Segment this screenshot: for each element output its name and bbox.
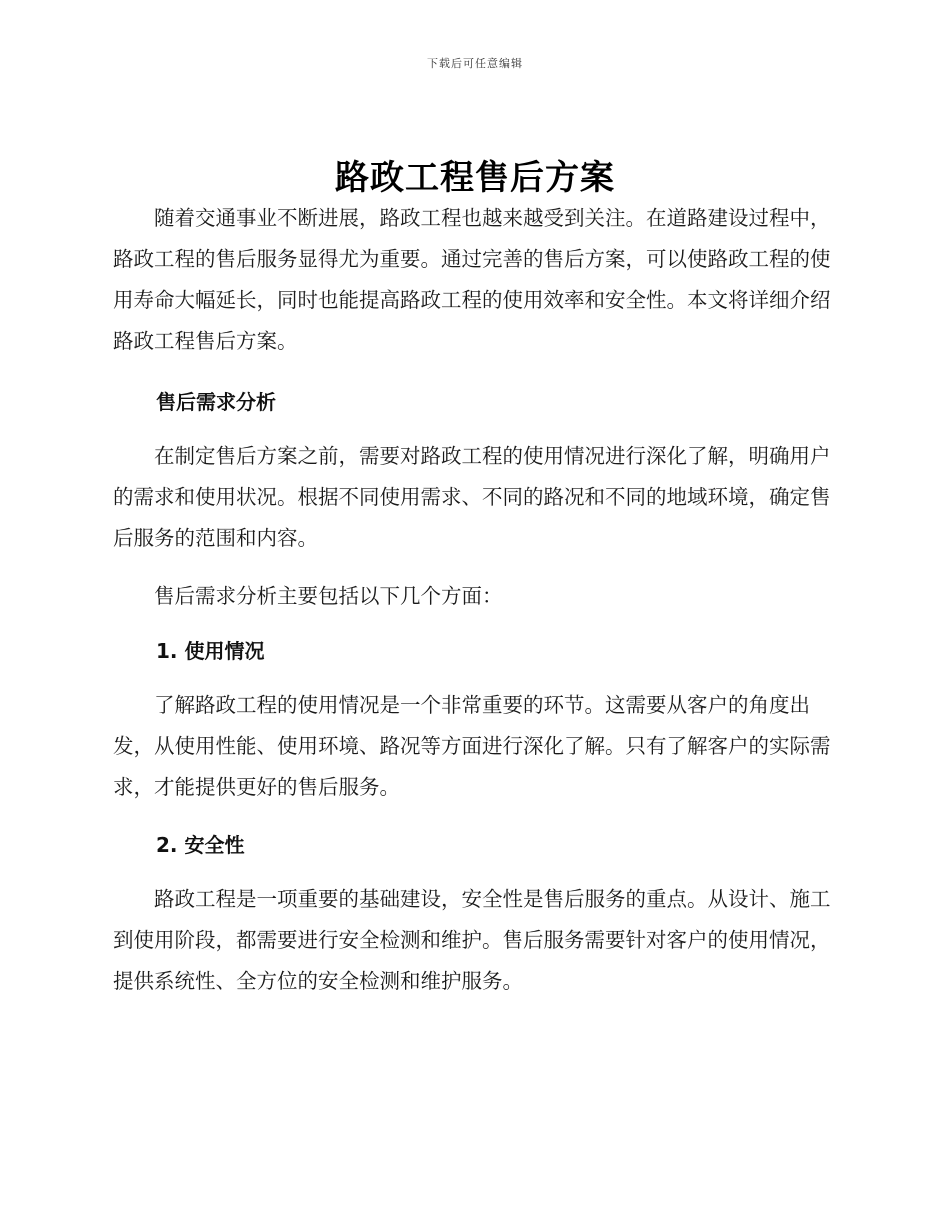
page-header-note: 下载后可任意编辑 <box>427 57 523 70</box>
usage-paragraph: 了解路政工程的使用情况是一个非常重要的环节。这需要从客户的角度出发，从使用性能、使用环境、路况等方面进行深化了解。只有了解客户的实际需求，才能提供更好的售后服务。 <box>113 693 831 799</box>
document-title: 路政工程售后方案 <box>335 158 615 198</box>
subheading-usage: 1. 使用情况 <box>156 639 265 663</box>
safety-paragraph: 路政工程是一项重要的基础建设，安全性是售后服务的重点。从设计、施工到使用阶段，都需要进行安全检测和维护。售后服务需要针对客户的使用情况，提供系统性、全方位的安全检测和维护服务。 <box>113 887 831 993</box>
subheading-safety: 2. 安全性 <box>156 833 245 857</box>
section-heading-requirements: 售后需求分析 <box>156 390 276 414</box>
requirements-paragraph: 在制定售后方案之前，需要对路政工程的使用情况进行深化了解，明确用户的需求和使用状况。根据不同使用需求、不同的路况和不同的地域环境，确定售后服务的范围和内容。 <box>113 444 831 550</box>
requirements-list-intro: 售后需求分析主要包括以下几个方面： <box>154 584 503 608</box>
intro-paragraph: 随着交通事业不断进展，路政工程也越来越受到关注。在道路建设过程中，路政工程的售后服务显得尤为重要。通过完善的售后方案，可以使路政工程的使用寿命大幅延长，同时也能提高路政工程的使用效率和安全性。本文将详细介绍路政工程售后方案。 <box>113 206 831 353</box>
